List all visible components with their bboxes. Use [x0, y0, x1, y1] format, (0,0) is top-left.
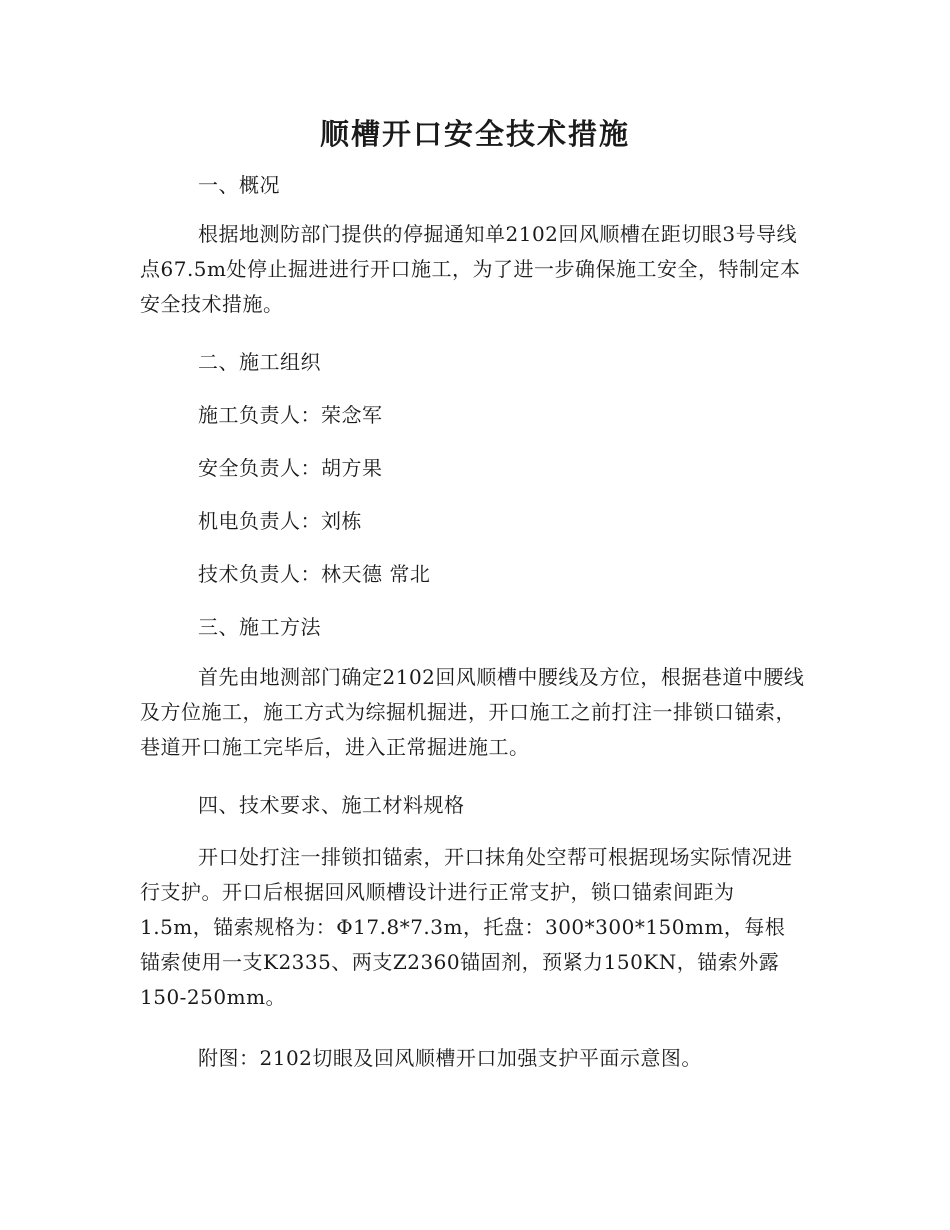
section-heading-organization: 二、施工组织 [198, 350, 321, 374]
section-heading-overview: 一、概况 [198, 173, 280, 197]
electromechanical-lead: 机电负责人：刘栋 [198, 509, 362, 533]
technical-requirements-paragraph: 开口处打注一排锁扣锚索，开口抹角处空帮可根据现场实际情况进行支护。开口后根据回风顺槽设计进行正常支护，锁口锚索间距为1.5m，锚索规格为：Φ17.8*7.3m，托盘：300*300*150mm，每根锚索使用一支K2335、两支Z2360锚固剂，预紧力150KN，锚索外露150-250mm。 [140, 845, 793, 1009]
section-heading-method: 三、施工方法 [198, 615, 321, 639]
safety-lead: 安全负责人：胡方果 [198, 456, 383, 480]
overview-paragraph: 根据地测防部门提供的停掘通知单2102回风顺槽在距切眼3号导线点67.5m处停止掘进进行开口施工，为了进一步确保施工安全，特制定本安全技术措施。 [140, 222, 801, 316]
section-heading-technical-requirements: 四、技术要求、施工材料规格 [198, 793, 465, 817]
technical-lead: 技术负责人：林天德 常北 [198, 562, 431, 586]
method-paragraph: 首先由地测部门确定2102回风顺槽中腰线及方位，根据巷道中腰线及方位施工，施工方式为综掘机掘进，开口施工之前打注一排锁口锚索，巷道开口施工完毕后，进入正常掘进施工。 [140, 665, 805, 759]
appendix-note: 附图：2102切眼及回风顺槽开口加强支护平面示意图。 [198, 1046, 702, 1070]
document-title: 顺槽开口安全技术措施 [319, 117, 630, 151]
construction-lead: 施工负责人：荣念军 [198, 403, 383, 427]
